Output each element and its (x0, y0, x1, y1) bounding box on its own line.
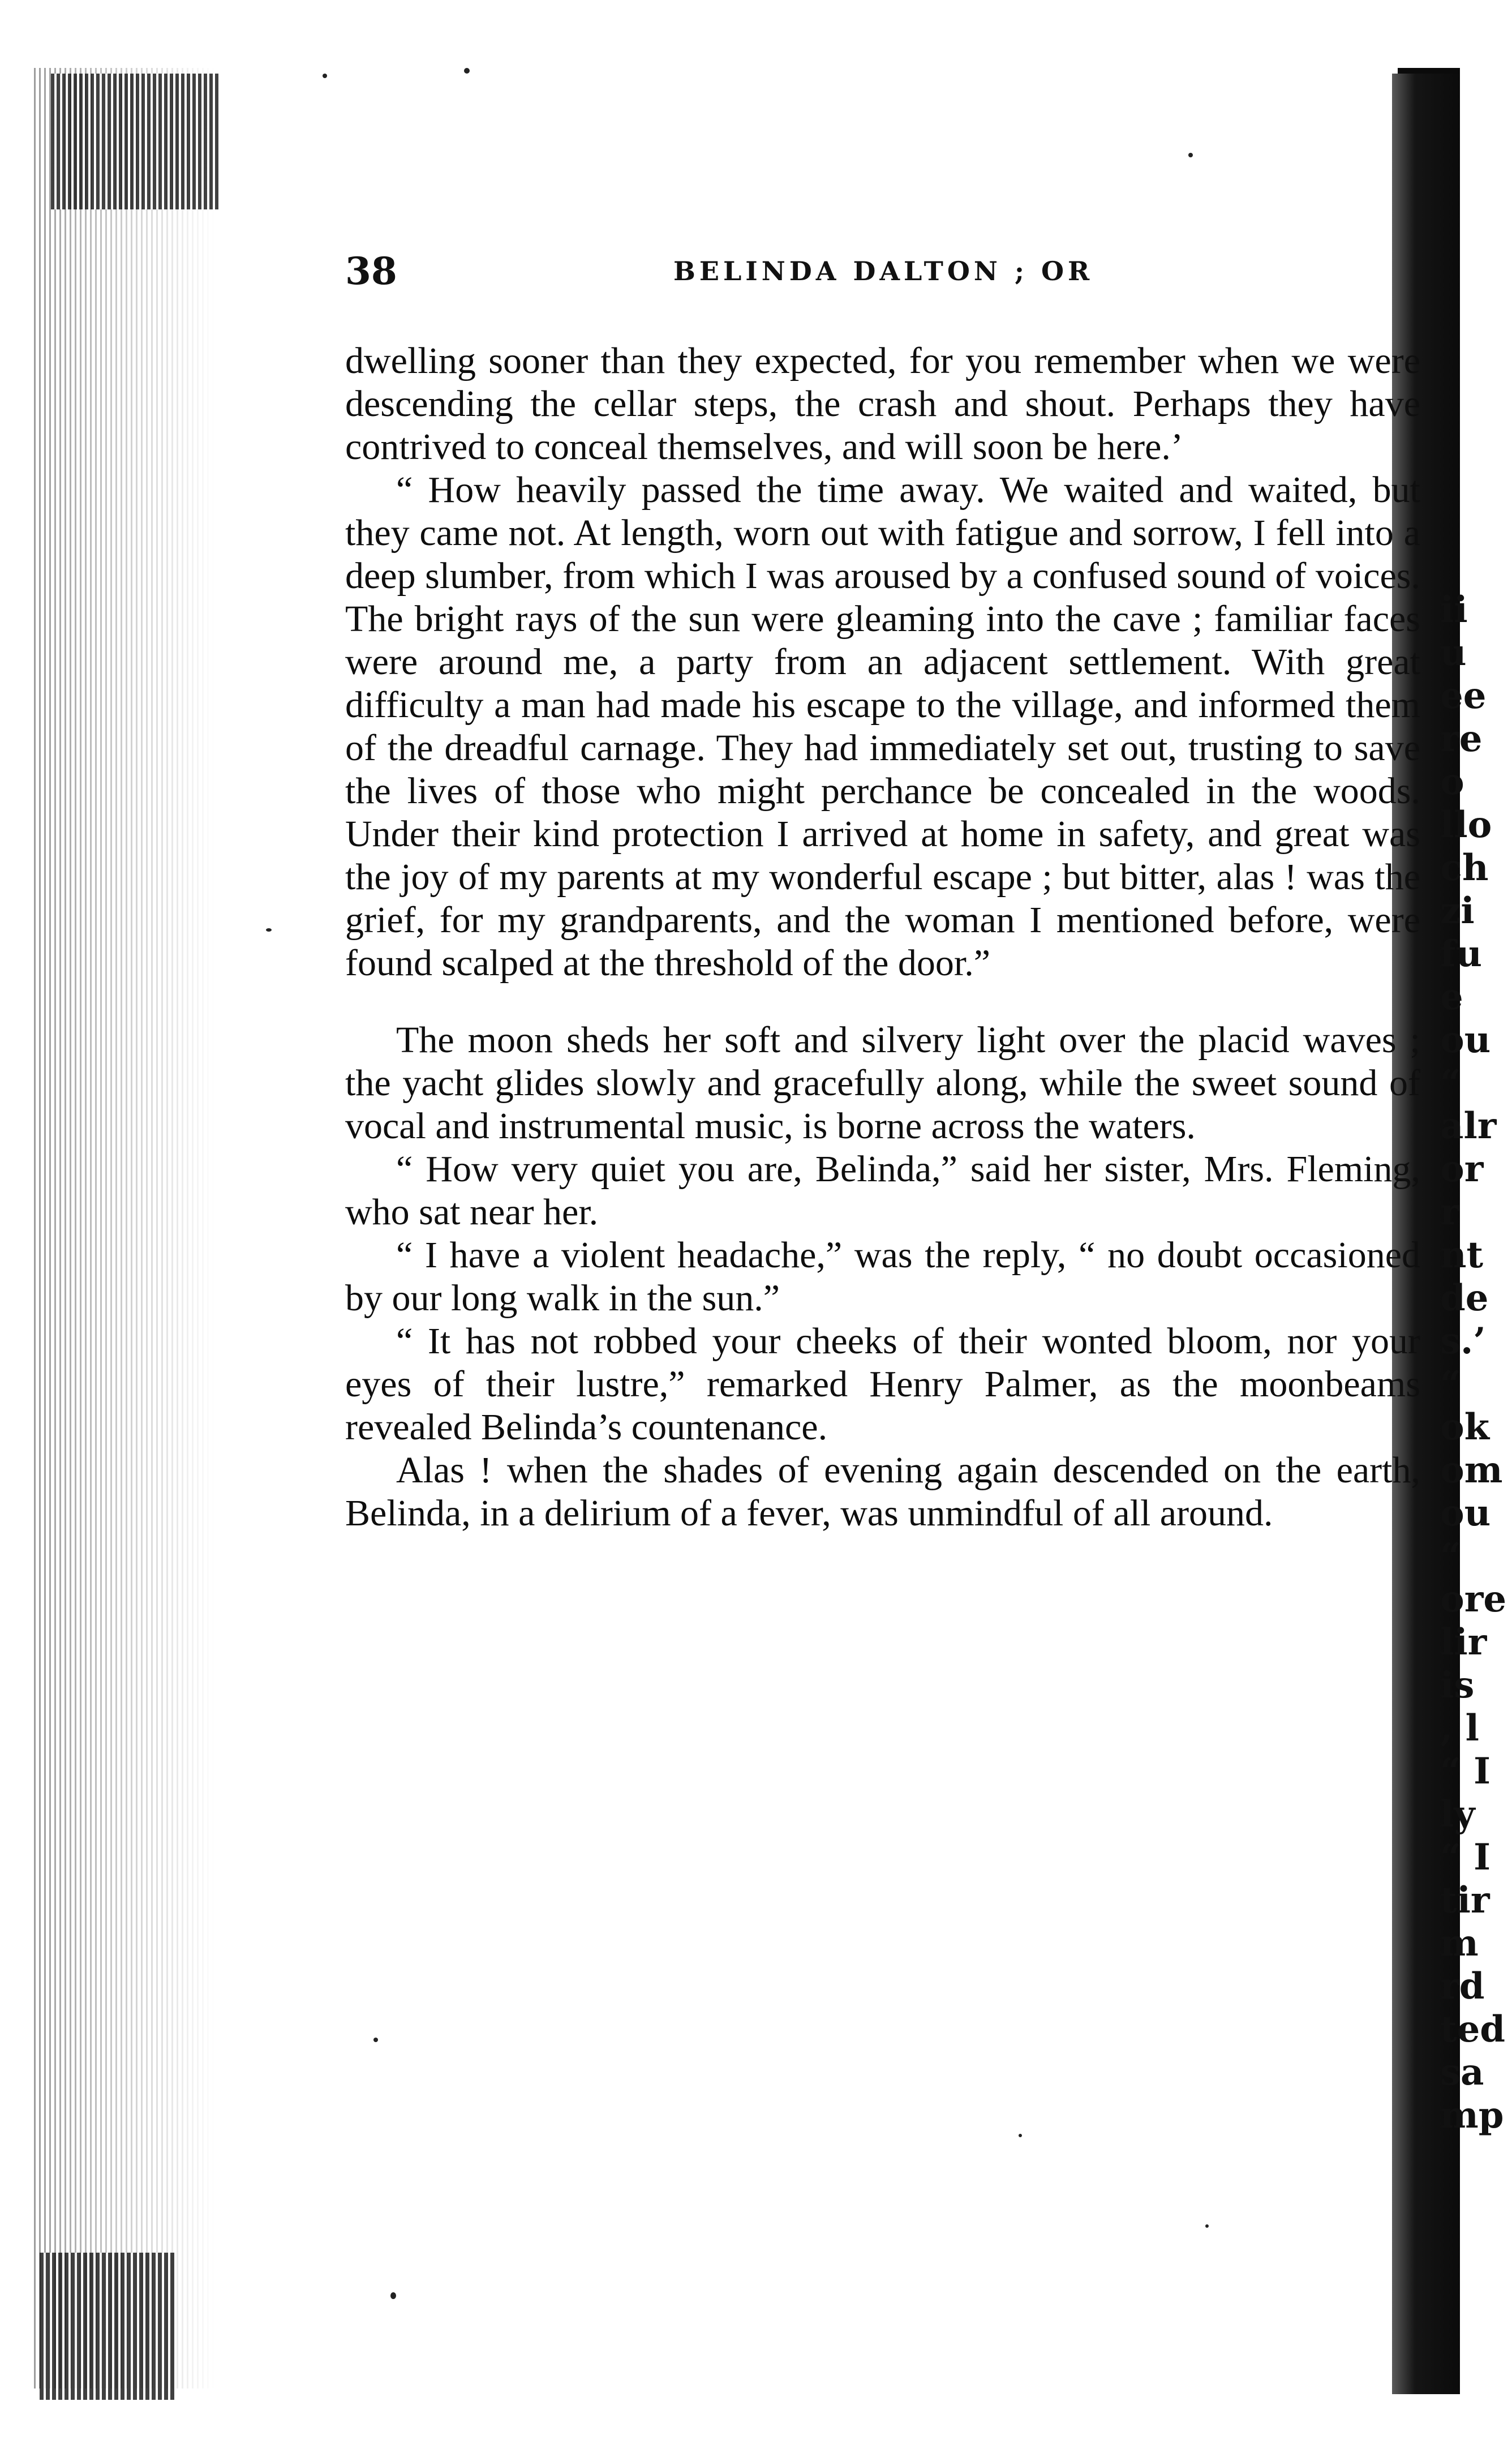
facing-page-fragment: s.’ (1440, 1320, 1486, 1362)
facing-page-fragment: ted (1440, 2008, 1506, 2051)
paragraph: “ It has not robbed your cheeks of their wonted bloom, nor your eyes of their lustre,” remarked Henry Palmer, as the moonbeams revealed Belinda’s countenance. (345, 1320, 1420, 1448)
paragraph: “ How heavily passed the time away. We waited and waited, but they came not. At length, worn out with fatigue and sorrow, I fell into a deep slumber, from which I was aroused by a confused sound of voices. The bright rays of the sun were gleaming into the cave ; familiar faces were around me, a party from an adjacent settlement. With great difficulty a man had made his escape to the village, and informed them of the dreadful carnage. They had immediately set out, trusting to save the lives of those who might perchance be concealed in the woods. Under their kind protection I arrived at home in safety, and great was the joy of my parents at my wonderful escape ; but bitter, alas ! was the grief, for my grandparents, and the woman I mentioned before, were found scalped at the threshold of the door.” (345, 469, 1420, 984)
facing-page-fragment: ly (1440, 1793, 1475, 1836)
facing-page-fragment: alr (1440, 1105, 1497, 1147)
facing-page-fragment: lir (1440, 1621, 1487, 1663)
facing-page-fragment: ch (1440, 847, 1489, 889)
scan-speck (390, 2292, 396, 2299)
facing-page-fragments (1440, 589, 1512, 2137)
facing-page-fragment: ou (1440, 1019, 1491, 1061)
scan-speck (464, 68, 470, 74)
left-gutter-shadow (34, 68, 215, 2388)
running-title: BELINDA DALTON ; OR (673, 256, 1094, 286)
facing-page-fragment: “ I (1440, 1836, 1491, 1879)
running-head (345, 249, 1386, 300)
facing-page-fragment: “ (1440, 1062, 1461, 1104)
facing-page-fragment: zi (1440, 890, 1475, 932)
paragraph: “ I have a violent headache,” was the reply, “ no doubt occasioned by our long walk in the sun.” (345, 1234, 1420, 1319)
facing-page-fragment: , l (1440, 1707, 1479, 1749)
left-gutter-artifact-top (51, 74, 221, 209)
facing-page-fragment: llo (1440, 804, 1492, 846)
paragraph: dwelling sooner than they expected, for you remember when we were descending the cellar steps, the crash and shout. Perhaps they have contrived to conceal themselves, and will soon be here.’ (345, 340, 1420, 468)
facing-page-fragment: de (1440, 1277, 1489, 1319)
facing-page-fragment: ou (1440, 1492, 1491, 1534)
facing-page-fragment: ok (1440, 1406, 1490, 1448)
facing-page-fragment: or (1440, 1148, 1484, 1190)
scan-speck (373, 2038, 378, 2042)
page-number: 38 (345, 249, 397, 293)
facing-page-fragment: om (1440, 1449, 1503, 1491)
scan-speck (323, 74, 327, 78)
facing-page-fragment: “ I (1440, 1750, 1491, 1793)
body-text (345, 340, 1420, 1535)
paragraph: “ How very quiet you are, Belinda,” said her sister, Mrs. Fleming, who sat near her. (345, 1148, 1420, 1233)
facing-page-fragment: is (1440, 1664, 1475, 1706)
facing-page-fragment: e (1440, 976, 1463, 1018)
facing-page-fragment: rd (1440, 1965, 1485, 2008)
facing-page-fragment: mp (1440, 2094, 1504, 2137)
facing-page-fragment: o (1440, 761, 1464, 803)
facing-page-fragment: ore (1440, 1578, 1507, 1620)
facing-page-fragment: ii (1440, 589, 1468, 631)
facing-page-fragment: “ (1440, 1363, 1461, 1405)
facing-page-fragment: ee (1440, 675, 1487, 717)
facing-page-fragment: u (1440, 632, 1467, 674)
facing-page-fragment: re (1440, 718, 1483, 760)
scan-speck (1188, 153, 1193, 157)
facing-page-fragment: sa (1440, 2051, 1484, 2094)
paragraph: Alas ! when the shades of evening again descended on the earth, Belinda, in a delirium of a fever, was unmindful of all around. (345, 1450, 1420, 1534)
facing-page-fragment: tir (1440, 1879, 1490, 1922)
scan-speck (1205, 2224, 1209, 2228)
facing-page-fragment: “ (1440, 1535, 1461, 1577)
facing-page-fragment: r (1440, 1191, 1459, 1233)
facing-page-fragment: nt (1440, 1234, 1484, 1276)
facing-page-fragment: m (1440, 1922, 1479, 1965)
scan-speck (266, 928, 272, 932)
left-gutter-artifact-bottom (40, 2253, 175, 2400)
paragraph: The moon sheds her soft and silvery light over the placid waves ; the yacht glides slowly and gracefully along, while the sweet sound of vocal and instrumental music, is borne across the waters. (345, 1019, 1420, 1147)
scan-speck (1019, 2134, 1022, 2137)
facing-page-fragment: fu (1440, 933, 1483, 975)
